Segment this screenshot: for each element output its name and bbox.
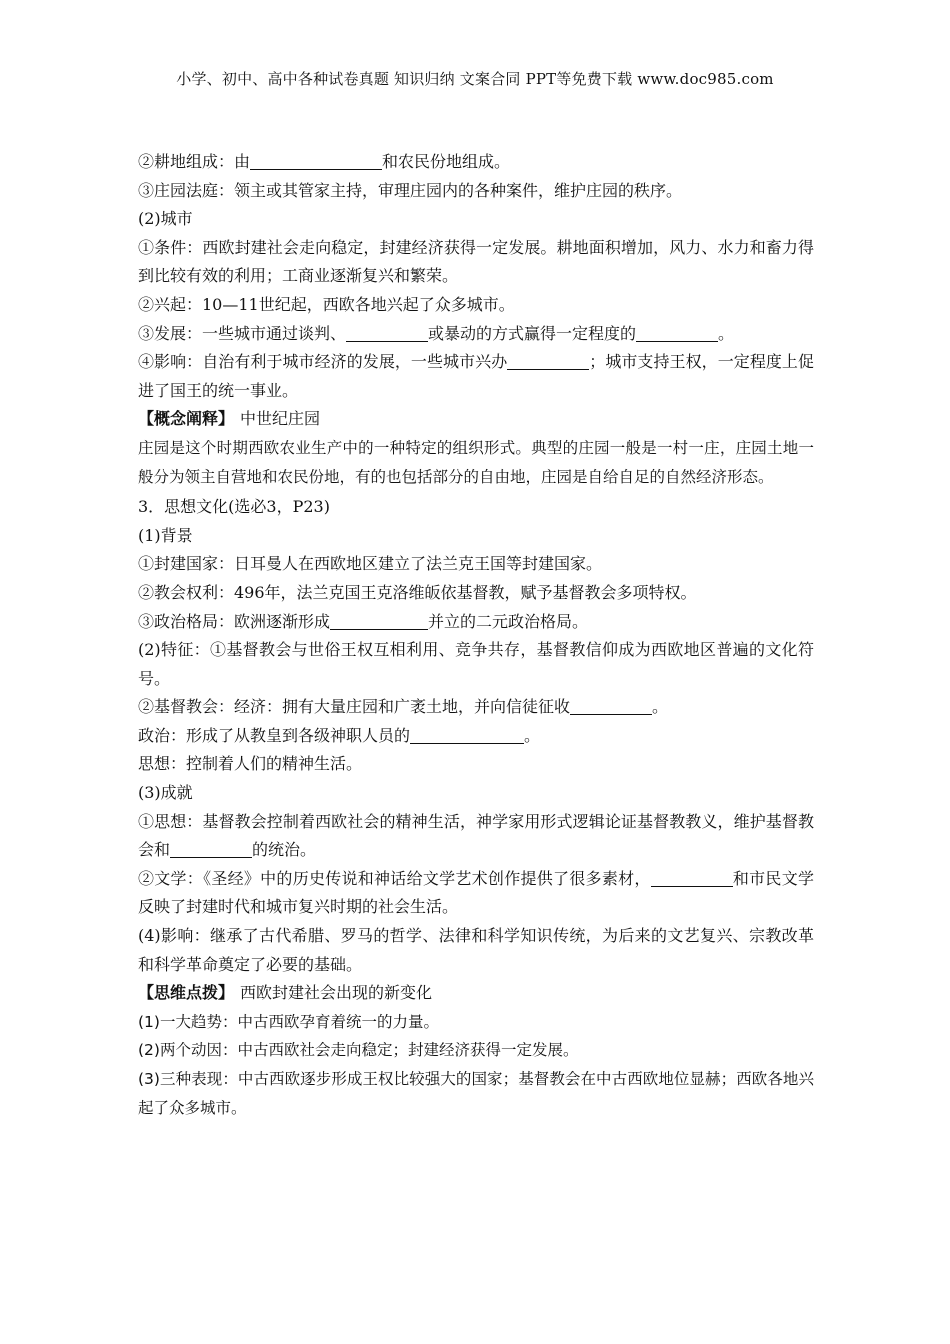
thinking-item: (1)一大趋势：中古西欧孕育着统一的力量。 <box>138 1012 439 1031</box>
achievement-thought: ①思想：基督教会控制着西欧社会的精神生活，神学家用形式逻辑论证基督教教义，维护基督教会和 的统治。 <box>138 811 814 860</box>
city-conditions: ①条件：西欧封建社会走向稳定，封建经济获得一定发展。耕地面积增加，风力、水力和畜力得到比较有效的利用；工商业逐渐复兴和繁荣。 <box>138 237 814 286</box>
fill-blank[interactable] <box>346 324 428 342</box>
fill-blank[interactable] <box>330 612 428 630</box>
background-heading: (1)背景 <box>138 525 193 545</box>
fill-blank[interactable] <box>570 697 652 715</box>
city-heading: (2)城市 <box>138 209 193 229</box>
achievements-heading: (3)成就 <box>138 783 193 803</box>
manor-court-line: ③庄园法庭：领主或其管家主持，审理庄园内的各种案件，维护庄园的秩序。 <box>138 180 683 200</box>
fill-blank[interactable] <box>651 869 733 887</box>
church-thought: 思想：控制着人们的精神生活。 <box>138 754 363 774</box>
thinking-heading <box>138 979 814 1008</box>
city-development: ③发展：一些城市通过谈判、 或暴动的方式赢得一定程度的 。 <box>138 323 735 343</box>
church-economy: ②基督教会：经济：拥有大量庄园和广袤土地，并向信徒征收 。 <box>138 697 669 717</box>
church-rights: ②教会权利：496年，法兰克国王克洛维皈依基督教，赋予基督教会多项特权。 <box>138 582 697 602</box>
arable-line: ②耕地组成：由 和农民份地组成。 <box>138 152 511 171</box>
city-rise: ②兴起：10—11世纪起，西欧各地兴起了众多城市。 <box>138 294 515 314</box>
concept-body: 庄园是这个时期西欧农业生产中的一种特定的组织形式。典型的庄园一般是一村一庄，庄园土地一般分为领主自营地和农民份地，有的也包括部分的自由地，庄园是自给自足的自然经济形态。 <box>138 438 814 486</box>
thinking-item: (3)三种表现：中古西欧逐步形成王权比较强大的国家；基督教会在中古西欧地位显赫；西欧各地兴起了众多城市。 <box>138 1070 814 1117</box>
thinking-label: 【思维点拨】 <box>138 983 235 1003</box>
section3-title: 3．思想文化(选必3，P23) <box>138 497 330 517</box>
fill-blank[interactable] <box>507 352 589 370</box>
influence: (4)影响：继承了古代希腊、罗马的哲学、法律和科学知识传统，为后来的文艺复兴、宗教改革和科学革命奠定了必要的基础。 <box>138 926 814 974</box>
concept-label: 【概念阐释】 <box>138 409 235 429</box>
fill-blank[interactable] <box>170 840 252 858</box>
thinking-item: (2)两个动因：中古西欧社会走向稳定；封建经济获得一定发展。 <box>138 1041 579 1060</box>
feudal-state: ①封建国家：日耳曼人在西欧地区建立了法兰克王国等封建国家。 <box>138 554 603 574</box>
thinking-title: 西欧封建社会出现的新变化 <box>240 983 433 1003</box>
achievement-literature: ②文学：《圣经》中的历史传说和神话给文学艺术创作提供了很多素材， 和市民文学反映了封建时代和城市复兴时期的社会生活。 <box>138 868 814 917</box>
concept-title: 中世纪庄园 <box>240 409 321 429</box>
concept-heading <box>138 405 814 434</box>
fill-blank[interactable] <box>636 324 718 342</box>
political-pattern: ③政治格局：欧洲逐渐形成 并立的二元政治格局。 <box>138 611 589 631</box>
fill-blank[interactable] <box>410 726 524 744</box>
church-politics: 政治：形成了从教皇到各级神职人员的 。 <box>138 725 541 745</box>
page-header: 小学、初中、高中各种试卷真题 知识归纳 文案合同 PPT等免费下载 www.doc985.com <box>176 70 774 88</box>
fill-blank[interactable] <box>250 152 382 170</box>
city-impact: ④影响：自治有利于城市经济的发展，一些城市兴办 ；城市支持王权，一定程度上促进了国王的统一事业。 <box>138 352 814 400</box>
document-body <box>138 148 814 1122</box>
features: (2)特征：①基督教会与世俗王权互相利用、竞争共存，基督教信仰成为西欧地区普遍的文化符号。 <box>138 640 814 688</box>
